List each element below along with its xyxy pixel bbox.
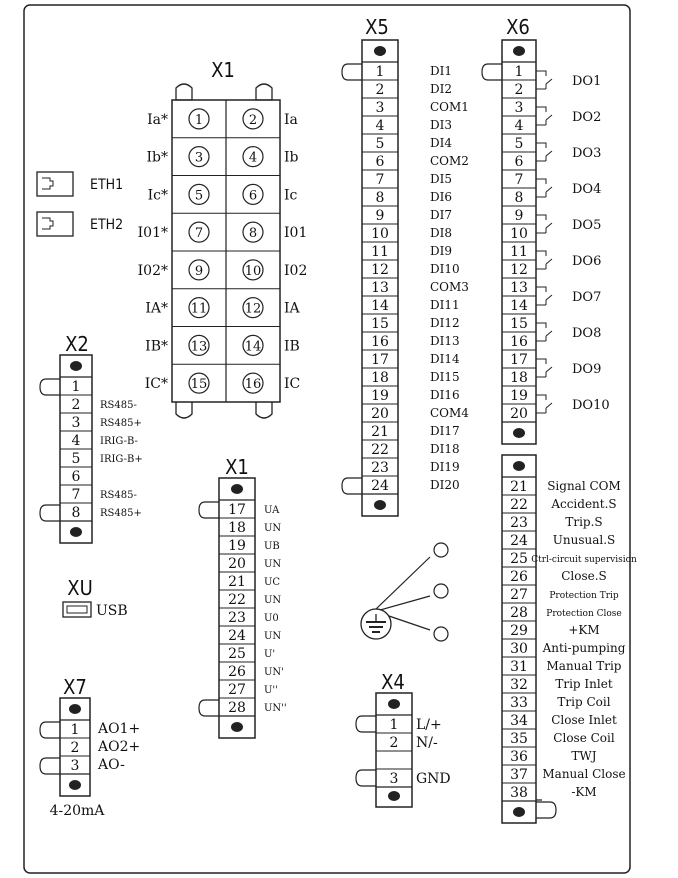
terminal-signal-label: UN'' xyxy=(264,703,287,714)
terminal-signal-label: IRIG-B- xyxy=(100,436,138,447)
x4-block xyxy=(356,693,451,807)
terminal-number: 12 xyxy=(371,262,389,278)
terminal-signal-label: UN xyxy=(264,559,282,570)
terminal-signal-label: IA xyxy=(284,300,300,317)
terminal-number: 12 xyxy=(510,262,528,278)
terminal-number: 19 xyxy=(228,538,246,554)
terminal-number: 4 xyxy=(375,118,385,134)
terminal-number: 37 xyxy=(510,767,528,783)
terminal-number: 2 xyxy=(70,740,80,756)
latch-icon xyxy=(40,379,60,395)
x2-block xyxy=(40,355,143,543)
screw-icon xyxy=(513,461,525,471)
terminal-signal-label: DI12 xyxy=(430,316,460,330)
terminal-signal-label: Ic xyxy=(284,187,298,204)
terminal-number: 2 xyxy=(389,735,399,751)
terminal-signal-label: UN xyxy=(264,523,282,534)
x2-title: X2 xyxy=(65,332,89,356)
relay-contact-icon xyxy=(536,395,552,413)
terminal-number: 20 xyxy=(510,406,528,422)
terminal-number: 6 xyxy=(375,154,385,170)
latch-icon xyxy=(40,722,60,738)
screw-icon xyxy=(513,46,525,56)
terminal-signal-label: DI7 xyxy=(430,208,452,222)
screw-icon xyxy=(70,527,82,537)
terminal-signal-label: DI8 xyxy=(430,226,452,240)
terminal-number: 9 xyxy=(194,263,204,279)
x5-block xyxy=(342,40,469,516)
terminal-signal-label: Close Inlet xyxy=(551,713,617,727)
terminal-number: 33 xyxy=(510,695,528,711)
screw-icon xyxy=(513,807,525,817)
terminal-signal-label: N/- xyxy=(416,735,438,751)
relay-contact-icon xyxy=(536,71,552,89)
latch-icon xyxy=(482,64,502,80)
terminal-number: 3 xyxy=(389,771,399,787)
relay-output-label: DO10 xyxy=(572,398,610,413)
rj45-icon xyxy=(42,178,53,189)
ground-lead-3 xyxy=(389,616,430,630)
terminal-signal-label: I02 xyxy=(284,262,308,279)
terminal-signal-label: U' xyxy=(264,649,276,660)
terminal-signal-label: Accident.S xyxy=(551,497,617,511)
terminal-number: 15 xyxy=(371,316,389,332)
relay-output-label: DO3 xyxy=(572,146,602,161)
terminal-number: 19 xyxy=(371,388,389,404)
terminal-signal-label: DI2 xyxy=(430,82,452,96)
terminal-number: 2 xyxy=(514,82,524,98)
screw-icon xyxy=(388,791,400,801)
terminal-number: 3 xyxy=(514,100,524,116)
relay-contact-icon xyxy=(536,179,552,197)
terminal-signal-label: COM3 xyxy=(430,280,469,294)
terminal-signal-label: UN xyxy=(264,631,282,642)
terminal-signal-label: IB* xyxy=(145,338,168,355)
terminal-number: 5 xyxy=(375,136,385,152)
terminal-number: 26 xyxy=(510,569,528,585)
terminal-number: 23 xyxy=(510,515,528,531)
terminal-number: 23 xyxy=(371,460,389,476)
terminal-number: 7 xyxy=(375,172,385,188)
screw-icon xyxy=(70,361,82,371)
terminal-number: 24 xyxy=(510,533,528,549)
terminal-signal-label: Close.S xyxy=(561,569,607,583)
terminal-number: 7 xyxy=(194,226,204,242)
terminal-signal-label: DI14 xyxy=(430,352,460,366)
usb-label: USB xyxy=(96,603,128,619)
terminal-signal-label: Anti-pumping xyxy=(542,641,626,655)
terminal-number: 9 xyxy=(514,208,524,224)
terminal-number: 21 xyxy=(228,574,246,590)
terminal-signal-label: Ib xyxy=(284,149,299,166)
terminal-signal-label: Manual Close xyxy=(542,767,626,781)
latch-icon xyxy=(536,802,556,818)
screw-icon xyxy=(374,46,386,56)
terminal-number: 25 xyxy=(510,551,528,567)
relay-contact-icon xyxy=(536,359,552,377)
terminal-number: 7 xyxy=(514,172,524,188)
terminal-signal-label: Ib* xyxy=(146,149,168,166)
relay-contact-icon xyxy=(536,107,552,125)
terminal-signal-label: DI10 xyxy=(430,262,460,276)
terminal-number: 1 xyxy=(514,64,524,80)
terminal-signal-label: IA* xyxy=(145,300,168,317)
latch-icon xyxy=(342,64,362,80)
terminal-number: 3 xyxy=(194,150,204,166)
terminal-number: 3 xyxy=(70,758,80,774)
x1-top-latch-bottom-left xyxy=(176,402,192,418)
terminal-signal-label: Unusual.S xyxy=(552,533,616,547)
x7-block xyxy=(40,698,140,796)
terminal-number: 19 xyxy=(510,388,528,404)
terminal-signal-label: DI9 xyxy=(430,244,452,258)
terminal-number: 38 xyxy=(510,785,528,801)
x1-bottom-title: X1 xyxy=(225,455,249,479)
terminal-number: 8 xyxy=(514,190,524,206)
terminal-number: 4 xyxy=(248,150,258,166)
terminal-signal-label: DI3 xyxy=(430,118,452,132)
terminal-number: 28 xyxy=(228,700,246,716)
x1-top-latch-right xyxy=(256,84,272,100)
terminal-signal-label: COM4 xyxy=(430,406,469,420)
terminal-signal-label: Protection Close xyxy=(546,609,622,619)
terminal-number: 1 xyxy=(389,717,399,733)
relay-contact-icon xyxy=(536,287,552,305)
terminal-signal-label: U0 xyxy=(264,613,279,624)
latch-icon xyxy=(40,505,60,521)
terminal-number: 30 xyxy=(510,641,528,657)
terminal-signal-label: I02* xyxy=(137,262,168,279)
terminal-number: 1 xyxy=(70,722,80,738)
terminal-number: 1 xyxy=(375,64,385,80)
usb-port[interactable] xyxy=(63,602,128,619)
terminal-signal-label: -KM xyxy=(571,785,597,799)
terminal-signal-label: Ctrl-circuit supervision xyxy=(531,555,637,565)
terminal-number: 17 xyxy=(228,502,246,518)
terminal-signal-label: UC xyxy=(264,577,281,588)
terminal-signal-label: AO1+ xyxy=(98,721,141,737)
latch-icon xyxy=(199,502,219,518)
terminal-number: 8 xyxy=(71,505,81,521)
terminal-signal-label: Close Coil xyxy=(553,731,615,745)
terminal-number: 2 xyxy=(375,82,385,98)
terminal-number: 7 xyxy=(71,487,81,503)
relay-contact-icon xyxy=(536,215,552,233)
terminal-signal-label: DI1 xyxy=(430,64,452,78)
rj45-icon xyxy=(42,218,53,229)
relay-output-label: DO9 xyxy=(572,362,602,377)
relay-contact-icon xyxy=(536,323,552,341)
terminal-signal-label: RS485+ xyxy=(100,508,142,519)
terminal-signal-label: GND xyxy=(416,771,451,787)
terminal-signal-label: Ia* xyxy=(147,111,168,128)
terminal-number: 22 xyxy=(510,497,528,513)
terminal-number: 9 xyxy=(375,208,385,224)
terminal-number: 22 xyxy=(228,592,246,608)
terminal-number: 8 xyxy=(375,190,385,206)
terminal-number: 24 xyxy=(371,478,389,494)
terminal-signal-label: UN xyxy=(264,595,282,606)
terminal-signal-label: Ia xyxy=(284,111,298,128)
xu-title: XU xyxy=(67,576,93,600)
terminal-signal-label: +KM xyxy=(568,623,600,637)
relay-output-label: DO4 xyxy=(572,182,602,197)
screw-icon xyxy=(388,699,400,709)
eth1-port-frame xyxy=(37,172,73,196)
screw-icon xyxy=(231,484,243,494)
relay-output-label: DO2 xyxy=(572,110,602,125)
x1-top-block xyxy=(138,84,308,418)
terminal-signal-label: Trip Inlet xyxy=(555,677,613,691)
x1-top-title: X1 xyxy=(211,58,235,82)
terminal-signal-label: RS485+ xyxy=(100,418,142,429)
terminal-number: 16 xyxy=(371,334,389,350)
terminal-number: 10 xyxy=(371,226,389,242)
terminal-number: 4 xyxy=(514,118,524,134)
screw-icon xyxy=(231,722,243,732)
terminal-number: 15 xyxy=(510,316,528,332)
relay-output-label: DO5 xyxy=(572,218,602,233)
terminal-number: 3 xyxy=(375,100,385,116)
terminal-signal-label: DI5 xyxy=(430,172,452,186)
terminal-signal-label: DI15 xyxy=(430,370,460,384)
eth2-port-frame xyxy=(37,212,73,236)
terminal-number: 23 xyxy=(228,610,246,626)
terminal-number: 10 xyxy=(244,263,262,279)
terminal-number: 18 xyxy=(510,370,528,386)
terminal-signal-label: AO- xyxy=(98,757,125,773)
terminal-number: 3 xyxy=(71,415,81,431)
terminal-signal-label: COM1 xyxy=(430,100,469,114)
terminal-number: 11 xyxy=(510,244,528,260)
latch-icon xyxy=(199,700,219,716)
terminal-number: 1 xyxy=(71,379,81,395)
terminal-signal-label: UN' xyxy=(264,667,284,678)
x5-title: X5 xyxy=(365,15,389,39)
terminal-signal-label: DI4 xyxy=(430,136,452,150)
terminal-number: 17 xyxy=(510,352,528,368)
terminal-signal-label: UB xyxy=(264,541,280,552)
terminal-number: 17 xyxy=(371,352,389,368)
terminal-number: 27 xyxy=(228,682,246,698)
terminal-number: 18 xyxy=(371,370,389,386)
terminal-number: 5 xyxy=(514,136,524,152)
relay-output-label: DO6 xyxy=(572,254,602,269)
terminal-number: 18 xyxy=(228,520,246,536)
screw-icon xyxy=(69,780,81,790)
terminal-signal-label: RS485- xyxy=(100,490,137,501)
terminal-number: 13 xyxy=(371,280,389,296)
ground-circle xyxy=(361,609,391,639)
terminal-signal-label: I01 xyxy=(284,225,308,242)
terminal-number: 36 xyxy=(510,749,528,765)
terminal-signal-label: AO2+ xyxy=(98,739,141,755)
terminal-signal-label: Manual Trip xyxy=(546,659,622,673)
terminal-number: 6 xyxy=(71,469,81,485)
ground-lead-1 xyxy=(376,557,430,609)
terminal-number: 2 xyxy=(71,397,81,413)
terminal-number: 16 xyxy=(244,377,262,393)
usb-icon xyxy=(67,606,87,613)
terminal-number: 13 xyxy=(510,280,528,296)
terminal-number: 35 xyxy=(510,731,528,747)
terminal-number: 2 xyxy=(248,112,258,128)
terminal-number: 26 xyxy=(228,664,246,680)
terminal-number: 21 xyxy=(371,424,389,440)
terminal-number: 8 xyxy=(248,226,258,242)
terminal-number: 34 xyxy=(510,713,528,729)
terminal-number: 11 xyxy=(371,244,389,260)
terminal-signal-label: DI18 xyxy=(430,442,460,456)
terminal-signal-label: DI6 xyxy=(430,190,452,204)
terminal-signal-label: UA xyxy=(264,505,280,516)
terminal-signal-label: IC* xyxy=(144,376,168,393)
eth2-port[interactable] xyxy=(37,212,123,236)
terminal-number: 25 xyxy=(228,646,246,662)
terminal-signal-label: Trip.S xyxy=(565,515,603,529)
relay-output-label: DO1 xyxy=(572,74,602,89)
terminal-number: 24 xyxy=(228,628,246,644)
terminal-number: 21 xyxy=(510,479,528,495)
terminal-signal-label: DI16 xyxy=(430,388,460,402)
x6-block xyxy=(482,40,610,444)
x7-title: X7 xyxy=(63,675,87,699)
x4-title: X4 xyxy=(381,670,405,694)
terminal-number: 13 xyxy=(190,339,208,355)
ground-terminal-1 xyxy=(434,543,448,557)
terminal-number: 16 xyxy=(510,334,528,350)
latch-icon xyxy=(356,716,376,732)
terminal-number: 14 xyxy=(244,339,262,355)
terminal-signal-label: Signal COM xyxy=(547,479,621,493)
latch-icon xyxy=(342,478,362,494)
terminal-signal-label: DI13 xyxy=(430,334,460,348)
terminal-signal-label: DI19 xyxy=(430,460,460,474)
terminal-number: 31 xyxy=(510,659,528,675)
ground-terminal-2 xyxy=(434,584,448,598)
terminal-signal-label: TWJ xyxy=(571,749,597,763)
terminal-signal-label: U'' xyxy=(264,685,278,696)
screw-icon xyxy=(513,428,525,438)
ground-terminal-3 xyxy=(434,627,448,641)
x1-top-latch-bottom-right xyxy=(256,402,272,418)
screw-icon xyxy=(69,704,81,714)
eth1-label: ETH1 xyxy=(90,177,124,193)
terminal-number: 29 xyxy=(510,623,528,639)
eth2-label: ETH2 xyxy=(90,217,124,233)
x6-title: X6 xyxy=(506,15,530,39)
terminal-number: 32 xyxy=(510,677,528,693)
terminal-number: 14 xyxy=(510,298,528,314)
relay-output-label: DO8 xyxy=(572,326,602,341)
x7-note: 4-20mA xyxy=(49,803,105,819)
terminal-number: 28 xyxy=(510,605,528,621)
terminal-number: 27 xyxy=(510,587,528,603)
terminal-signal-label: IC xyxy=(284,376,301,393)
latch-icon xyxy=(40,758,60,774)
terminal-number: 4 xyxy=(71,433,81,449)
terminal-number: 20 xyxy=(371,406,389,422)
control-terminal-block xyxy=(502,455,637,823)
terminal-signal-label: Trip Coil xyxy=(557,695,611,709)
terminal-number: 5 xyxy=(71,451,81,467)
relay-output-label: DO7 xyxy=(572,290,602,305)
x1-top-latch-left xyxy=(176,84,192,100)
terminal-signal-label: Protection Trip xyxy=(549,591,619,601)
terminal-number: 12 xyxy=(244,301,262,317)
eth1-port[interactable] xyxy=(37,172,123,196)
ground-symbol xyxy=(361,543,448,641)
terminal-signal-label: L/+ xyxy=(416,717,442,733)
terminal-number: 15 xyxy=(190,377,208,393)
terminal-number: 1 xyxy=(194,112,204,128)
terminal-signal-label: COM2 xyxy=(430,154,469,168)
terminal-number: 14 xyxy=(371,298,389,314)
terminal-signal-label: DI17 xyxy=(430,424,460,438)
terminal-signal-label: Ic* xyxy=(147,187,168,204)
terminal-number: 20 xyxy=(228,556,246,572)
terminal-number: 11 xyxy=(190,301,208,317)
terminal-signal-label: RS485- xyxy=(100,400,137,411)
terminal-signal-label: DI11 xyxy=(430,298,460,312)
latch-icon xyxy=(356,770,376,786)
terminal-number: 6 xyxy=(514,154,524,170)
terminal-signal-label: IRIG-B+ xyxy=(100,454,143,465)
terminal-number: 5 xyxy=(194,188,204,204)
terminal-number: 22 xyxy=(371,442,389,458)
terminal-number: 10 xyxy=(510,226,528,242)
terminal-number: 6 xyxy=(248,188,258,204)
x1-bottom-block xyxy=(199,478,287,738)
terminal-signal-label: IB xyxy=(284,338,300,355)
relay-contact-icon xyxy=(536,143,552,161)
terminal-signal-label: I01* xyxy=(137,225,168,242)
terminal-signal-label: DI20 xyxy=(430,478,460,492)
relay-contact-icon xyxy=(536,251,552,269)
screw-icon xyxy=(374,500,386,510)
